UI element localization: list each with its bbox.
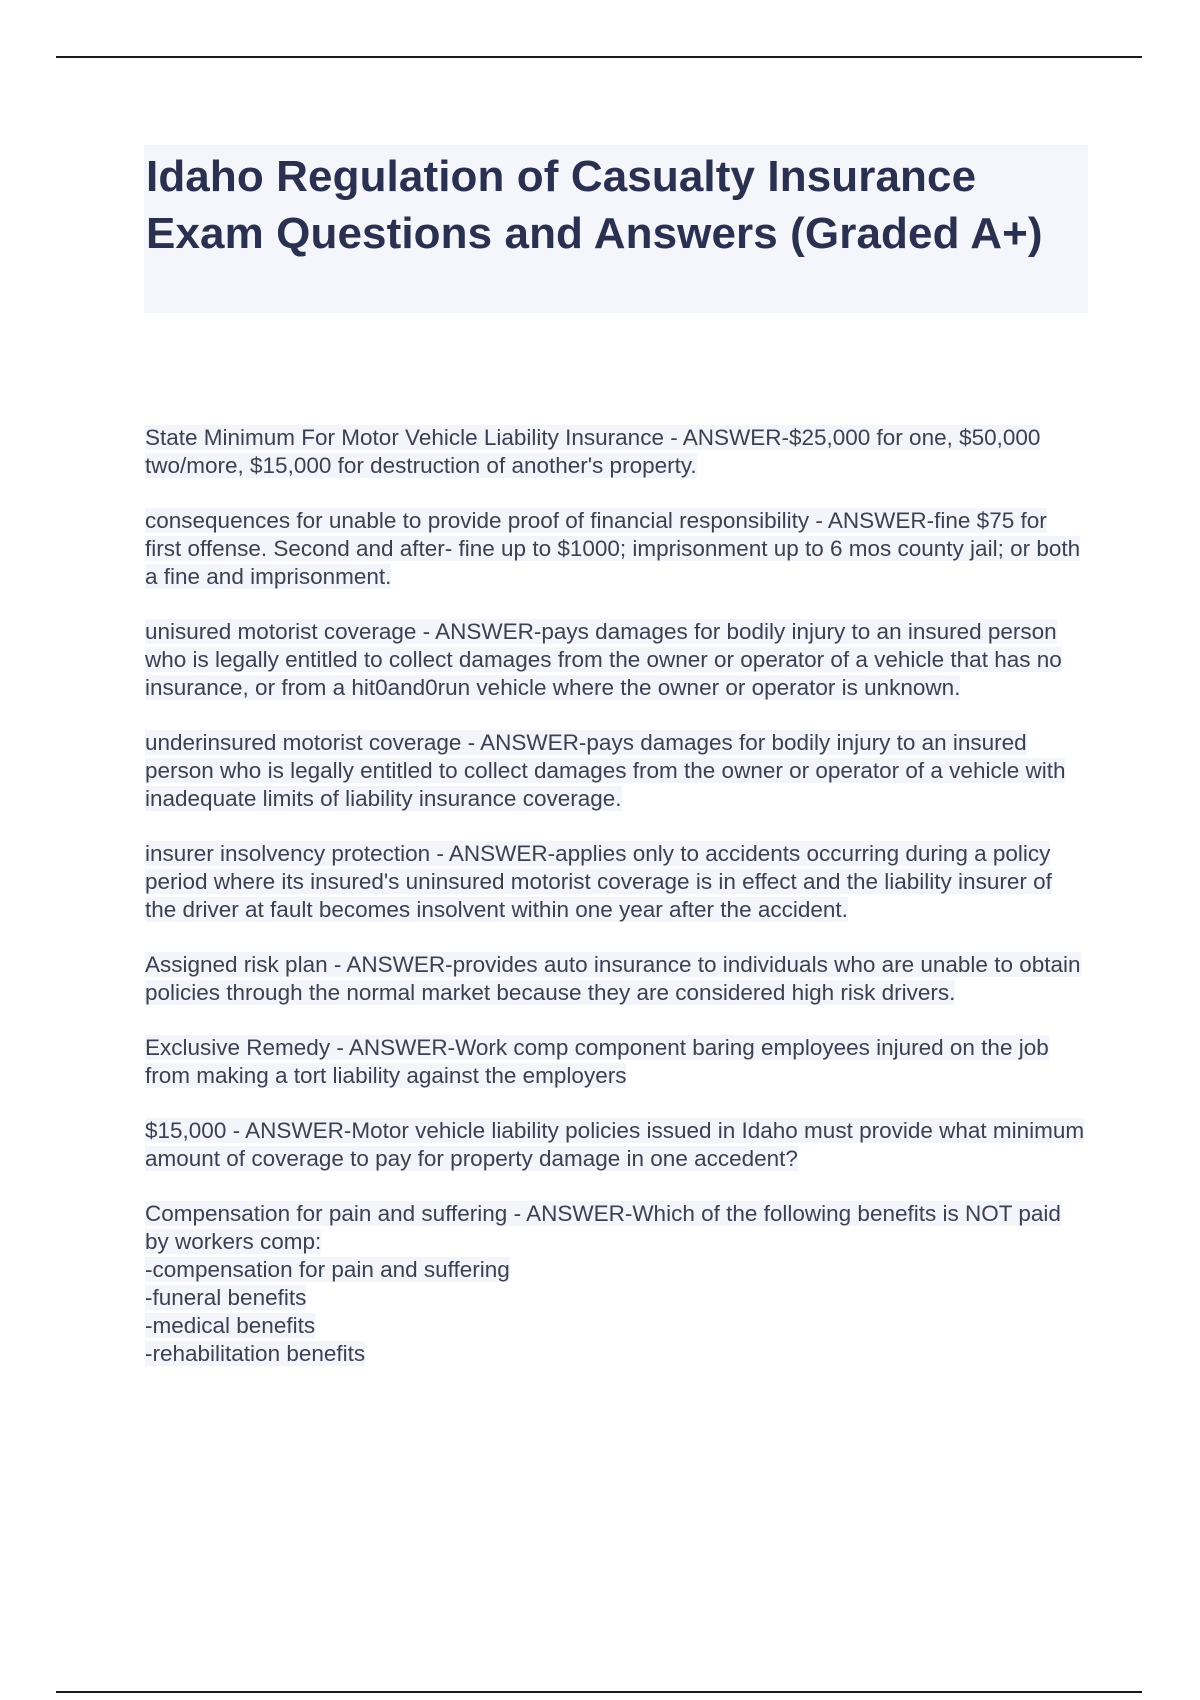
qa-text: unisured motorist coverage - ANSWER-pays damages for bodily injury to an insured person who is legally entitled to collect damages from the owner or operator of a vehicle that has no insurance, or from a hit0and0run vehicle where the owner or operator is unknown. [145,619,1062,700]
qa-item [145,507,1085,591]
qa-option-text: -funeral benefits [145,1285,307,1310]
qa-option [145,1256,1085,1284]
header-rule [56,56,1142,58]
qa-list [145,424,1085,1395]
qa-text: $15,000 - ANSWER-Motor vehicle liability policies issued in Idaho must provide what minimum amount of coverage to pay for property damage in one accedent? [145,1118,1085,1171]
qa-item [145,951,1085,1007]
qa-options [145,1256,1085,1368]
qa-text: consequences for unable to provide proof of financial responsibility - ANSWER-fine $75 for first offense. Second and after- fine up to $1000; imprisonment up to 6 mos county jail; or both a fine and imprisonment. [145,508,1081,589]
qa-item [145,840,1085,924]
qa-option-text: -rehabilitation benefits [145,1341,366,1366]
qa-option-text: -compensation for pain and suffering [145,1257,510,1282]
qa-item [145,729,1085,813]
qa-text: insurer insolvency protection - ANSWER-applies only to accidents occurring during a policy period where its insured's uninsured motorist coverage is in effect and the liability insurer of the driver at fault becomes insolvent within one year after the accident. [145,841,1052,922]
qa-text: Exclusive Remedy - ANSWER-Work comp component baring employees injured on the job from making a tort liability against the employers [145,1035,1049,1088]
qa-item [145,1117,1085,1173]
qa-option-text: -medical benefits [145,1313,316,1338]
qa-text: Assigned risk plan - ANSWER-provides auto insurance to individuals who are unable to obtain policies through the normal market because they are considered high risk drivers. [145,952,1081,1005]
qa-item [145,618,1085,702]
qa-item [145,424,1085,480]
title-banner [144,145,1088,313]
qa-option [145,1340,1085,1368]
document-title: Idaho Regulation of Casualty Insurance Exam Questions and Answers (Graded A+) [146,152,1043,258]
footer-rule [56,1691,1142,1693]
qa-text: Compensation for pain and suffering - ANSWER-Which of the following benefits is NOT paid by workers comp: [145,1201,1061,1254]
qa-text: State Minimum For Motor Vehicle Liability Insurance - ANSWER-$25,000 for one, $50,000 two/more, $15,000 for destruction of another's property. [145,425,1041,478]
qa-text: underinsured motorist coverage - ANSWER-pays damages for bodily injury to an insured person who is legally entitled to collect damages from the owner or operator of a vehicle with inadequate limits of liability insurance coverage. [145,730,1066,811]
qa-item [145,1034,1085,1090]
qa-option [145,1312,1085,1340]
qa-option [145,1284,1085,1312]
qa-item [145,1200,1085,1368]
